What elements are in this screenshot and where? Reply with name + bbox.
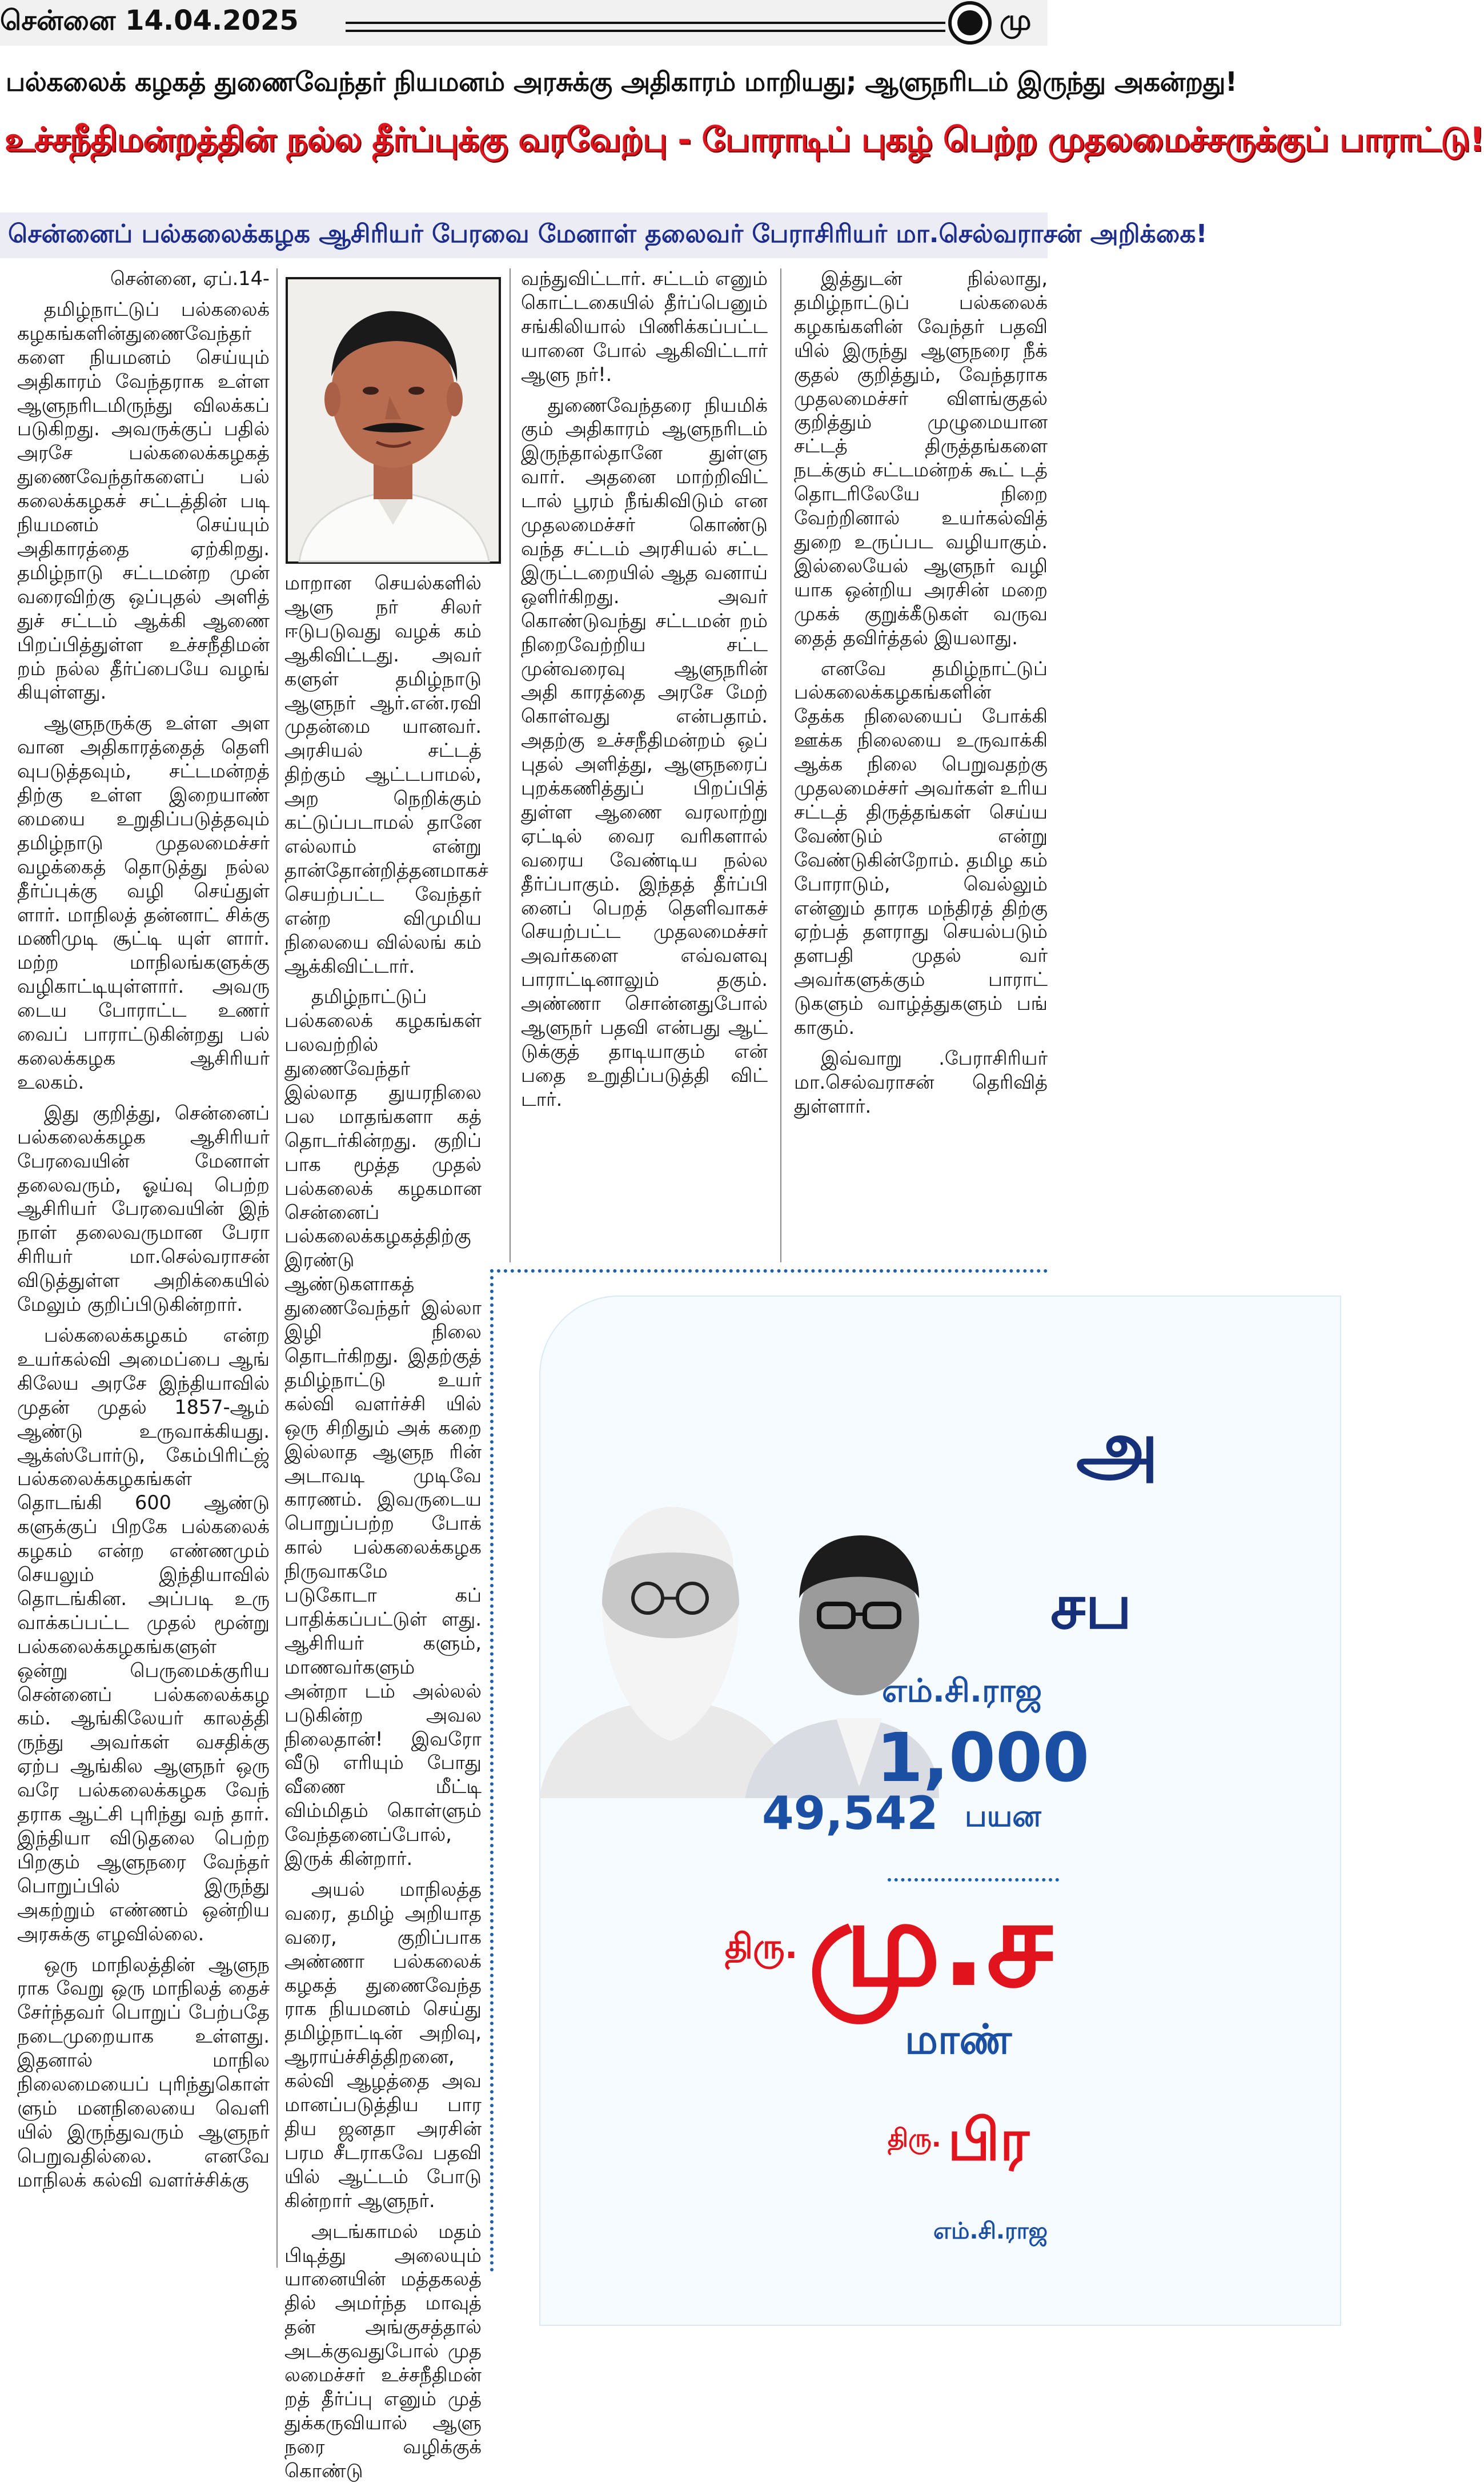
ad-honorific: திரு. (725, 1927, 798, 1967)
ad-big-name: மு.ச (808, 1874, 1053, 2013)
paragraph: தமிழ்நாட்டுப் பல்கலைக் கழகங்கள் பலவற்றில் துணைவேந்தர் இல்லாத துயரநிலை பல மாதங்களா கத் தொடர்கின்றது. குறிப் பாக மூத்த முதல் பல்கலைக் கழகமான சென்னைப் பல்கலைக்கழகத்திற்கு இரண்டு ஆண்டுகளாகத் துணைவேந்தர் இல்லா இழி நிலை தொடர்கிறது. இதற்குத் தமிழ்நாட்டு உயர் கல்வி வளர்ச்சி யில் ஒரு சிறிதும் அக் கறை இல்லாத ஆளுந ரின் அடாவடி முடிவே காரணம். இவருடைய பொறுப்பற்ற போக் கால் பல்கலைக்கழக நிருவாகமே படுகோடா கப் பாதிக்கப்பட்டுள் ளது. ஆசிரியர் களும், மாணவர்களும் அன்றா டம் அல்லல் படுகின்ற அவல நிலைதான்! இவரோ வீடு எரியும் போது வீணை மீட்டி விம்மிதம் கொள்ளும் வேந்தனைப்போல், இருக் கின்றார். (284, 985, 482, 1870)
column-divider (276, 268, 278, 2268)
paragraph: தமிழ்நாட்டுப் பல்கலைக் கழகங்களின்துணைவேந்தர் களை நியமனம் செய்யும் அதிகாரம் வேந்தராக உள்ள ஆளுநரிடமிருந்து விலக்கப் படுகிறது. அவருக்குப் பதில் அரசே பல்கலைக்கழகத் துணைவேந்தர்களைப் பல் கலைக்கழகச் சட்டத்தின் படி நியமனம் செய்யும் அதிகாரத்தை ஏற்கிறது. தமிழ்நாடு சட்டமன்ற முன் வரைவிற்கு ஒப்புதல் அளித் துச் சட்டம் ஆக்கி ஆணை பிறப்பித்துள்ள உச்சநீதிமன் றம் நல்ல தீர்ப்பையே வழங் கியுள்ளது. (17, 298, 270, 704)
article-column-3 (521, 267, 768, 1258)
ad-heading-fragment: அ (1076, 1404, 1159, 1491)
ad-title-fragment: மாண் (905, 2015, 1012, 2063)
paragraph: ஆளுநருக்கு உள்ள அள வான அதிகாரத்தைத் தெளி வுபடுத்தவும், சட்டமன்றத் திற்கு உள்ள இறையாண் மையை உறுதிப்படுத்தவும் தமிழ்நாடு முதலமைச்சர் வழக்கைத் தொடுத்து நல்ல தீர்ப்புக்கு வழி செய்துள் ளார். மாநிலத் தன்னாட் சிக்கு மணிமுடி சூட்டி யுள் ளார். மற்ற மாநிலங்களுக்கு வழிகாட்டியுள்ளார். அவரு டைய போராட்ட உணர் வைப் பாராட்டுகின்றது பல் கலைக்கழக ஆசிரியர் உலகம். (17, 712, 270, 1093)
paragraph: துணைவேந்தரை நியமிக் கும் அதிகாரம் ஆளுநரிடம் இருந்தால்தானே துள்ளு வார். அதனை மாற்றிவிட் டால் பூரம் நீங்கிவிடும் என முதலமைச்சர் கொண்டு வந்த சட்டம் அரசியல் சட்ட இருட்டறையில் ஆத வனாய் ஒளிர்கிறது. அவர் கொண்டுவந்து சட்டமன் றம் நிறைவேற்றிய சட்ட முன்வரைவு ஆளுநரின் அதி காரத்தை அரசே மேற் கொள்வது என்பதாம். அதற்கு உச்சநீதிமன்றம் ஒப் புதல் அளித்து, ஆளுநரைப் புறக்கணித்துப் பிறப்பித் துள்ள ஆணை வரலாற்று ஏட்டில் வைர வரிகளால் வரைய வேண்டிய நல்ல தீர்ப்பாகும். இந்தத் தீர்ப்பி னைப் பெறத் தெளிவாகச் செயற்பட்ட முதலமைச்சர் அவர்களை எவ்வளவு பாராட்டினாலும் தகும். அண்ணா சொன்னதுபோல் ஆளுநர் பதவி என்பது ஆட் டுக்குத் தாடியாகும் என் பதை உறுதிப்படுத்தி விட் டார். (521, 394, 768, 1110)
paragraph: ஒரு மாநிலத்தின் ஆளுந ராக வேறு ஒரு மாநிலத் தைச் சேர்ந்தவர் பொறுப் பேற்பதே நடைமுறையாக உள்ளது. இதனால் மாநில நிலைமையைப் புரிந்துகொள் ளும் மனநிலையை வெளி யில் இருந்துவரும் ஆளுநர் பெறுவதில்லை. எனவே மாநிலக் கல்வி வளர்ச்சிக்கு (17, 1953, 270, 2191)
author-photo (286, 277, 501, 564)
paragraph: இத்துடன் நில்லாது, தமிழ்நாட்டுப் பல்கலைக் கழகங்களின் வேந்தர் பதவி யில் இருந்து ஆளுநரை நீக் குதல் குறித்தும், வேந்தராக முதலமைச்சர் விளங்குதல் குறித்தும் முழுமையான சட்டத் திருத்தங்களை நடக்கும் சட்டமன்றக் கூட் டத் தொடரிலேயே நிறை வேற்றினால் உயர்கல்வித் துறை உருப்பட வழியாகும். இல்லையேல் ஆளுநர் வழி யாக ஒன்றிய அரசின் மறை முகக் குறுக்கீடுகள் வருவ தைத் தவிர்த்தல் இயலாது. (794, 267, 1048, 649)
ad-number: 49,542 (762, 1787, 938, 1840)
paragraph: வந்துவிட்டார். சட்டம் எனும் கொட்டகையில் தீர்ப்பெனும் சங்கிலியால் பிணிக்கப்பட்ட யானை போல் ஆகிவிட்டார் ஆளு நர்!. (521, 267, 768, 386)
advertisement (490, 1269, 1159, 2272)
paper-logo-icon (948, 1, 992, 45)
city-date: சென்னை 14.04.2025 (0, 5, 299, 37)
dateline: சென்னை, ஏப்.14- (110, 267, 270, 290)
article-column-2 (284, 571, 488, 2482)
column-divider (510, 268, 511, 1262)
column-divider (780, 268, 781, 1262)
paragraph: இது குறித்து, சென்னைப் பல்கலைக்கழக ஆசிரியர் பேரவையின் மேனாள் தலைவரும், ஓய்வு பெற்ற ஆசிரியர் பேரவையின் இந் நாள் தலைவருமான பேரா சிரியர் மா.செல்வராசன் விடுத்துள்ள அறிக்கையில் மேலும் குறிப்பிடுகின்றார். (17, 1101, 270, 1316)
ad-honorific: திரு. (888, 2124, 941, 2153)
paragraph: எனவே தமிழ்நாட்டுப் பல்கலைக்கழகங்களின் தேக்க நிலையைப் போக்கி ஊக்க நிலையை உருவாக்கி ஆக்க நிலை பெறுவதற்கு முதலமைச்சர் அவர்கள் உரிய சட்டத் திருத்தங்கள் செய்ய வேண்டும் என்று வேண்டுகின்றோம். தமிழ கம் போராடும், வெல்லும் என்னும் தாரக மந்திரத் திற்கு ஏற்பத் தளராது செயல்படும் தளபதி முதல் வர் அவர்களுக்கும் பாராட் டுகளும் வாழ்த்துகளும் பங் காகும். (794, 657, 1048, 1039)
masthead (0, 0, 1048, 46)
paragraph: இவ்வாறு .பேராசிரியர் மா.செல்வராசன் தெரிவித் துள்ளார். (794, 1047, 1048, 1117)
ad-footer-fragment: எம்.சி.ராஜ (933, 2218, 1048, 2244)
headline-primary: பல்கலைக் கழகத் துணைவேந்தர் நியமனம் அரசுக்கு அதிகாரம் மாறியது; ஆளுநரிடம் இருந்து அகன்றது! (6, 66, 1237, 97)
headline-red: உச்சநீதிமன்றத்தின் நல்ல தீர்ப்புக்கு வரவேற்பு - போராடிப் புகழ் பெற்ற முதலமைச்சருக்குப் பாராட்டு! (5, 120, 1484, 159)
headline-blue: சென்னைப் பல்கலைக்கழக ஆசிரியர் பேரவை மேனாள் தலைவர் பேராசிரியர் மா.செல்வராசன் அறிக்கை! (8, 219, 1208, 248)
paper-name-fragment: மு (1000, 3, 1032, 37)
masthead-rule (346, 22, 945, 32)
ad-heading-fragment: சப (1050, 1570, 1132, 1643)
ad-number: 1,000 (876, 1718, 1090, 1797)
article-column-4 (794, 267, 1048, 1258)
ad-subtitle: எம்.சி.ராஜ (882, 1672, 1042, 1710)
paragraph: பல்கலைக்கழகம் என்ற உயர்கல்வி அமைப்பை ஆங் கிலேய அரசே இந்தியாவில் முதன் முதல் 1857-ஆம் ஆண்டு உருவாக்கியது. ஆக்ஸ்போர்டு, கேம்பிரிட்ஜ் பல்கலைக்கழகங்கள் தொடங்கி 600 ஆண்டு களுக்குப் பிறகே பல்கலைக் கழகம் என்ற எண்ணமும் செயலும் இந்தியாவில் தொடங்கின. அப்படி உரு வாக்கப்பட்ட முதல் மூன்று பல்கலைக்கழகங்களுள் ஒன்று பெருமைக்குரிய சென்னைப் பல்கலைக்கழ கம். ஆங்கிலேயர் காலத்தி ருந்து அவர்கள் வசதிக்கு ஏற்ப ஆங்கில ஆளுநர் ஒரு வரே பல்கலைக்கழக வேந் தராக ஆட்சி புரிந்து வந் தார். இந்தியா விடுதலை பெற்ற பிறகும் ஆளுநரை வேந்தர் பொறுப்பில் இருந்து அகற்றும் எண்ணம் ஒன்றிய அரசுக்கு எழவில்லை. (17, 1323, 270, 1945)
ad-number-label: பயன (965, 1799, 1041, 1834)
article-column-1 (17, 267, 270, 2266)
ad-name-fragment: பிர (948, 2107, 1029, 2173)
paragraph: அடங்காமல் மதம் பிடித்து அலையும் யானையின் மத்தகலத் தில் அமர்ந்த மாவுத் தன் அங்குசத்தால் அடக்குவதுபோல் முத லமைச்சர் உச்சநீதிமன் றத் தீர்ப்பு எனும் முத் துக்கருவியால் ஆளு நரை வழிக்குக் கொண்டு (284, 2220, 482, 2482)
paragraph: அயல் மாநிலத்த வரை, தமிழ் அறியாத வரை, குறிப்பாக அண்ணா பல்கலைக் கழகத் துணைவேந்த ராக நியமனம் செய்து தமிழ்நாட்டின் அறிவு, ஆராய்ச்சித்திறனை, கல்வி ஆழத்தை அவ மானப்படுத்திய பார திய ஜனதா அரசின் பரம சீடராகவே பதவி யில் ஆட்டம் போடு கின்றார் ஆளுநர். (284, 1878, 482, 2212)
portrait-image (288, 279, 499, 561)
paragraph: மாறான செயல்களில் ஆளு நர் சிலர் ஈடுபடுவது வழக் கம் ஆகிவிட்டது. அவர் களுள் தமிழ்நாடு ஆளுநர் ஆர்.என்.ரவி முதன்மை யானவர். அரசியல் சட்டத் திற்கும் ஆட்டபாமல், அற நெறிக்கும் கட்டுப்படாமல் தானே எல்லாம் என்று தான்தோன்றித்தனமாகச் செயற்பட்ட வேந்தர் என்ற விமுமிய நிலையை வில்லங் கம் ஆக்கிவிட்டார். (284, 572, 488, 977)
